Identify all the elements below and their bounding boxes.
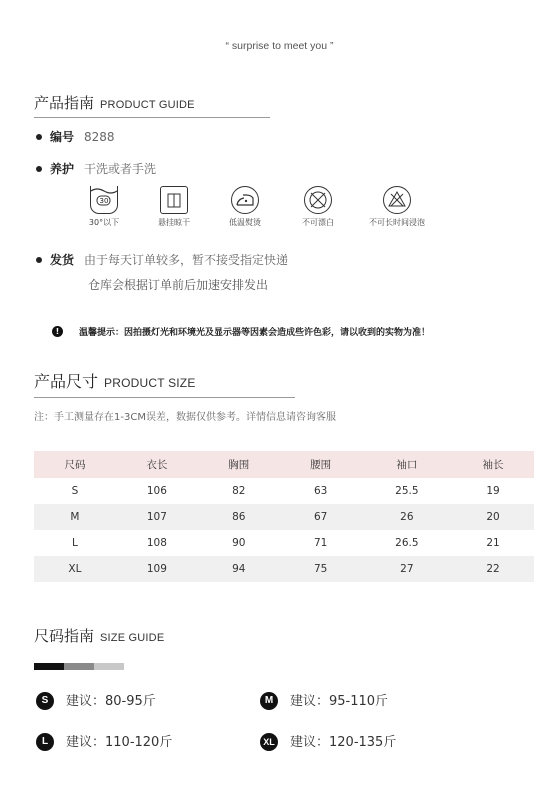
section-title-en: SIZE GUIDE	[100, 632, 165, 644]
hang-dry-icon	[160, 186, 188, 214]
table-row	[34, 478, 534, 504]
table-cell: 71	[313, 537, 328, 549]
ship-line-2: 仓库会根据订单前后加速安排发出	[88, 278, 269, 292]
bar-segment	[34, 663, 64, 670]
table-cell: S	[71, 485, 79, 497]
section-title-en: PRODUCT SIZE	[104, 376, 196, 390]
low-iron-icon	[231, 186, 259, 214]
care-caption: 不可长时间浸泡	[369, 218, 425, 227]
color-bar	[34, 663, 124, 670]
code-value: 8288	[84, 130, 115, 144]
bar-segment	[94, 663, 124, 670]
care-caption: 低温熨烫	[229, 218, 261, 227]
table-cell: 86	[198, 504, 280, 530]
table-cell: XL	[34, 556, 116, 582]
table-cell: 26	[362, 504, 452, 530]
table-cell: 108	[146, 537, 167, 549]
table-cell: L	[72, 537, 78, 549]
bullet-dot	[36, 166, 42, 172]
header-cell: 腰围	[280, 451, 362, 478]
table-cell: 107	[116, 504, 198, 530]
table-cell: 94	[198, 556, 280, 582]
header-cell: 衣长	[116, 451, 198, 478]
code-label: 编号	[50, 130, 75, 144]
ship-line-1: 由于每天订单较多，暂不接受指定快递	[84, 253, 289, 267]
size-l-badge: L	[36, 733, 54, 751]
table-cell: 82	[232, 485, 246, 497]
section-title-product-guide	[34, 92, 195, 113]
table-cell: 109	[116, 556, 198, 582]
table-cell: 19	[486, 485, 500, 497]
section-title-size-guide	[34, 625, 164, 646]
tip-text: 温馨提示：因拍摄灯光和环境光及显示器等因素会造成些许色彩，请以收到的实物为准！	[79, 328, 431, 338]
table-cell: 25.5	[395, 485, 419, 497]
care-value: 干洗或者手洗	[84, 162, 157, 176]
header-cell: 胸围	[198, 451, 280, 478]
table-header-row	[34, 451, 534, 478]
table-cell: 106	[146, 485, 167, 497]
header-cell: 袖口	[362, 451, 452, 478]
table-row	[34, 530, 534, 556]
bullet-dot	[36, 134, 42, 140]
section-title-product-size	[34, 369, 196, 392]
size-rec-m	[260, 690, 388, 711]
size-rec-text: 建议：110-120斤	[66, 735, 173, 750]
table-cell: 20	[452, 504, 534, 530]
no-long-soak-icon	[383, 186, 411, 214]
care-caption: 悬挂晾干	[158, 218, 190, 227]
bullet-dot	[36, 257, 42, 263]
table-row	[34, 556, 534, 582]
code-row	[36, 128, 115, 145]
table-cell: 75	[280, 556, 362, 582]
tagline: “ surprise to meet you ”	[225, 40, 334, 52]
table-cell: M	[34, 504, 116, 530]
size-table	[34, 451, 534, 582]
size-s-badge: S	[36, 692, 54, 710]
care-label: 养护	[50, 162, 75, 176]
table-cell: 63	[313, 485, 328, 497]
measurement-note: 注：手工测量存在1-3CM误差，数据仅供参考。详情信息请咨询客服	[34, 412, 336, 423]
table-cell: 21	[486, 537, 500, 549]
ship-label: 发货	[50, 253, 75, 267]
care-item-no-bleach	[288, 186, 348, 228]
care-caption: 不可漂白	[302, 218, 334, 227]
section-title-zh: 尺码指南	[34, 627, 95, 645]
table-cell: 22	[452, 556, 534, 582]
section-title-zh: 产品指南	[34, 94, 95, 112]
care-item-no-soak	[364, 186, 430, 228]
size-rec-text: 建议：95-110斤	[290, 694, 389, 709]
wash-temp-text: 30	[99, 197, 109, 205]
size-rec-text: 建议：120-135斤	[290, 735, 397, 750]
bar-segment	[64, 663, 94, 670]
size-xl-badge: XL	[260, 733, 278, 751]
header-cell: 尺码	[34, 451, 116, 478]
care-row	[36, 160, 156, 177]
table-cell: 90	[232, 537, 246, 549]
header-cell: 袖长	[452, 451, 534, 478]
section-divider	[34, 397, 295, 398]
alert-icon: !	[52, 326, 63, 337]
section-divider	[34, 117, 270, 118]
no-bleach-icon	[304, 186, 332, 214]
table-cell: 26.5	[395, 537, 419, 549]
size-rec-text: 建议：80-95斤	[66, 694, 156, 709]
size-rec-l	[36, 731, 172, 752]
section-title-zh: 产品尺寸	[34, 372, 99, 391]
ship-row	[36, 251, 288, 268]
section-title-en: PRODUCT GUIDE	[100, 99, 195, 111]
table-row	[34, 504, 534, 530]
tip-row	[52, 325, 430, 338]
care-caption: 30°以下	[88, 218, 120, 227]
table-cell: 27	[362, 556, 452, 582]
care-item-wash	[74, 186, 134, 228]
wash-30-icon	[90, 186, 118, 214]
size-rec-xl	[260, 731, 396, 752]
care-item-low-iron	[215, 186, 275, 228]
size-rec-s	[36, 690, 156, 711]
table-cell: 67	[280, 504, 362, 530]
size-m-badge: M	[260, 692, 278, 710]
care-item-hang-dry	[144, 186, 204, 228]
